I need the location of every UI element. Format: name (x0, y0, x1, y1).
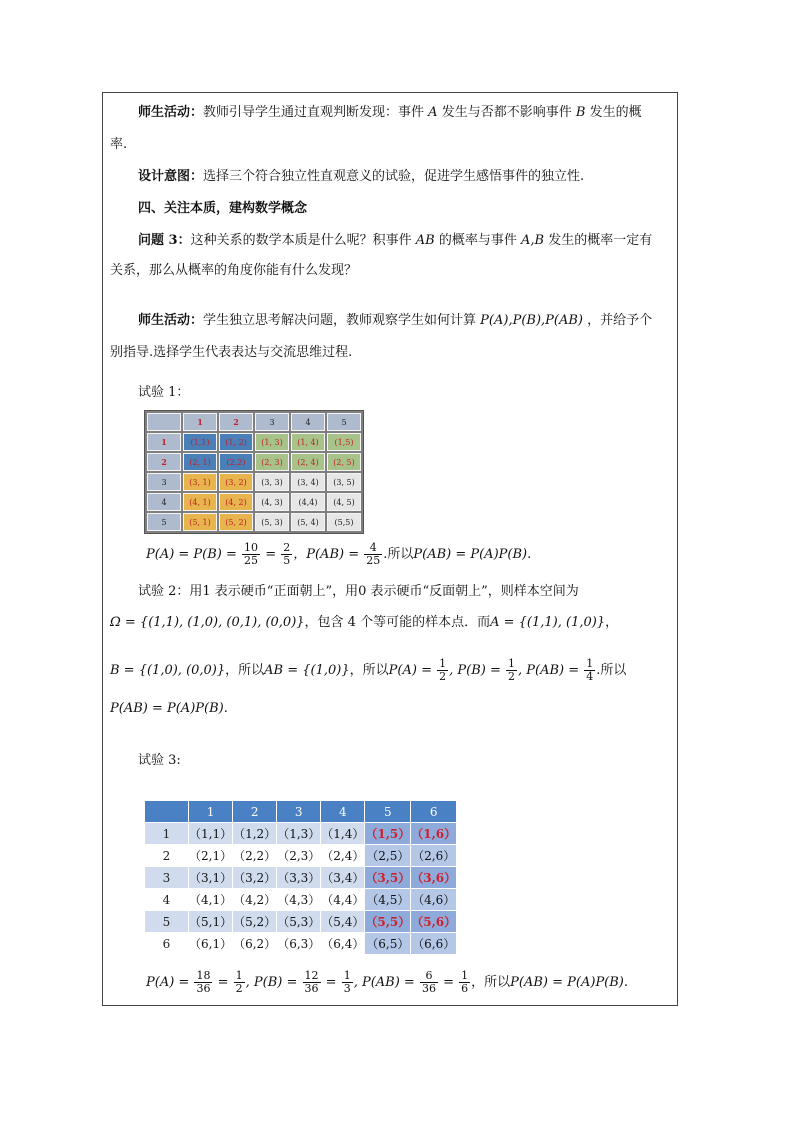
col-header: 5 (327, 413, 361, 431)
text: ，包含 4 个等可能的样本点．而 (304, 615, 491, 630)
text: ，所以 (349, 663, 389, 678)
numerator: 1 (235, 969, 243, 982)
denominator: 36 (421, 982, 436, 995)
denominator: 2 (507, 670, 515, 683)
set-b: B = {(1,0), (0,0)} (110, 663, 226, 678)
table-cell: (5,5) (327, 513, 361, 531)
numerator: 2 (283, 541, 291, 554)
label-teacher-activity: 师生活动： (138, 313, 204, 328)
col-header: 3 (255, 413, 289, 431)
table-cell: （5,1） (189, 911, 232, 932)
trial-3-label: 试验 3: (138, 753, 181, 768)
denominator: 36 (304, 982, 319, 995)
denominator: 25 (244, 554, 259, 567)
event-a: A (428, 105, 438, 120)
label-design-intent: 设计意图： (138, 169, 204, 184)
label-question-3: 问题 3： (138, 233, 191, 248)
col-header: 4 (321, 801, 364, 822)
text: 发生与否都不影响事件 (441, 105, 572, 120)
table-cell: （3,3） (277, 867, 320, 888)
fraction (303, 970, 321, 995)
table-cell: (5, 3) (255, 513, 289, 531)
denominator: 4 (586, 670, 594, 683)
trial-3-formula (146, 968, 628, 998)
numerator: 4 (364, 542, 382, 555)
formula-text: ，P(AB) = (293, 547, 360, 562)
formula-text: P(A) = (388, 663, 432, 678)
table-row (145, 867, 456, 888)
table-cell: （2,2） (233, 845, 276, 866)
table-row (145, 845, 456, 866)
fraction (584, 658, 595, 683)
label-teacher-activity: 师生活动： (138, 105, 204, 120)
col-header: 5 (365, 801, 410, 822)
table-cell: （2,6） (411, 845, 456, 866)
table-cell: （1,3） (277, 823, 320, 844)
fraction (194, 970, 212, 995)
table-cell: （4,5） (365, 889, 410, 910)
trial-3-table (144, 800, 457, 955)
events-a-b: A,B (520, 233, 545, 248)
table-cell: （6,1） (189, 933, 232, 954)
table-cell: （4,4） (321, 889, 364, 910)
table-cell: (3, 5) (327, 473, 361, 491)
trial-2-line-3 (110, 656, 626, 686)
col-header: 4 (291, 413, 325, 431)
question-3-continuation: 关系，那么从概率的角度你能有什么发现？ (110, 263, 358, 278)
formula-text: = (265, 547, 277, 562)
denominator: 2 (439, 670, 447, 683)
table-cell: （6,3） (277, 933, 320, 954)
formula-text: , P(B) = (245, 975, 298, 990)
trial-1-formula (146, 540, 531, 570)
table-cell: （1,5） (365, 823, 410, 844)
row-header: 3 (145, 867, 188, 888)
event-ab: AB (415, 233, 435, 248)
table-row (147, 513, 361, 531)
table-corner (147, 413, 181, 431)
fraction (420, 970, 438, 995)
text: 发生的概率一定有 (548, 233, 653, 248)
table-row (147, 493, 361, 511)
table-cell: （2,5） (365, 845, 410, 866)
table-cell: (2,2) (219, 453, 253, 471)
formula-text: = (325, 975, 337, 990)
trial-1-table (144, 410, 364, 534)
fraction (242, 542, 260, 567)
col-header (145, 801, 188, 822)
section-title: 四、关注本质，建构数学概念 (138, 201, 308, 216)
numerator: 12 (304, 969, 319, 982)
text: ，并给予个 (587, 313, 653, 328)
formula-text: P(AB) = P(A)P(B). (510, 975, 629, 990)
table-row (145, 889, 456, 910)
numerator: 1 (343, 969, 351, 982)
row-header: 4 (145, 889, 188, 910)
row-header: 5 (145, 911, 188, 932)
text: 这种关系的数学本质是什么呢？积事件 (190, 233, 412, 248)
numerator: 1 (439, 657, 447, 670)
numerator: 1 (586, 657, 594, 670)
paragraph-teacher-activity-2 (138, 312, 652, 330)
col-header: 2 (219, 413, 253, 431)
table-cell: (1,1) (183, 433, 217, 451)
denominator: 6 (461, 982, 469, 995)
text: 的概率与事件 (438, 233, 517, 248)
table-cell: （6,6） (411, 933, 456, 954)
paragraph-continuation: 别指导.选择学生代表表达与交流思维过程. (110, 345, 353, 360)
col-header: 1 (189, 801, 232, 822)
table-cell: （6,5） (365, 933, 410, 954)
formula-text: .所以 (383, 547, 414, 562)
row-header: 6 (145, 933, 188, 954)
table-cell: （3,4） (321, 867, 364, 888)
table-cell: (1, 3) (255, 433, 289, 451)
formula-text: = (217, 975, 229, 990)
text: 教师引导学生通过直观判断发现：事件 (203, 105, 425, 120)
table-cell: (4, 5) (327, 493, 361, 511)
table-header-row (147, 413, 361, 431)
table-cell: (3, 4) (291, 473, 325, 491)
table-cell: （6,4） (321, 933, 364, 954)
table-cell: （2,1） (189, 845, 232, 866)
row-header: 3 (147, 473, 181, 491)
formula-text: P(AB) = P(A)P(B). (413, 547, 532, 562)
table-cell: （6,2） (233, 933, 276, 954)
denominator: 25 (366, 554, 381, 567)
numerator: 1 (461, 969, 469, 982)
numerator: 10 (244, 541, 259, 554)
table-cell: (4, 1) (183, 493, 217, 511)
table-cell: (3, 3) (255, 473, 289, 491)
table-cell: （1,6） (411, 823, 456, 844)
table-cell: （5,4） (321, 911, 364, 932)
fraction (364, 542, 382, 567)
row-header: 5 (147, 513, 181, 531)
text: 学生独立思考解决问题，教师观察学生如何计算 (203, 313, 477, 328)
formula-text: , P(AB) = (517, 663, 580, 678)
table-cell: (2, 4) (291, 453, 325, 471)
text: 发生的概 (589, 105, 642, 120)
table-row (147, 433, 361, 451)
trial-2-line-2 (110, 614, 618, 632)
table-cell: (2, 5) (327, 453, 361, 471)
text: .所以 (596, 663, 627, 678)
table-cell: （3,2） (233, 867, 276, 888)
paragraph-design-intent (138, 168, 584, 186)
table-cell: (4, 2) (219, 493, 253, 511)
table-row (145, 911, 456, 932)
table-cell: （4,2） (233, 889, 276, 910)
table-cell: （4,1） (189, 889, 232, 910)
trial-2-result: P(AB) = P(A)P(B). (110, 701, 228, 716)
text: ， (605, 615, 619, 630)
table-cell: (5, 4) (291, 513, 325, 531)
table-cell: （5,2） (233, 911, 276, 932)
col-header: 3 (277, 801, 320, 822)
fraction (459, 970, 470, 995)
table-cell: （3,6） (411, 867, 456, 888)
paragraph-continuation: 率. (110, 137, 128, 152)
table-cell: （5,3） (277, 911, 320, 932)
denominator: 3 (343, 982, 351, 995)
table-row (147, 473, 361, 491)
event-b: B (575, 105, 586, 120)
row-header: 1 (147, 433, 181, 451)
fraction (342, 970, 353, 995)
trial-1-label: 试验 1： (138, 385, 190, 400)
paragraph-teacher-activity-1 (138, 104, 642, 122)
table-cell: (4, 3) (255, 493, 289, 511)
denominator: 2 (235, 982, 243, 995)
table-cell: （4,6） (411, 889, 456, 910)
col-header: 6 (411, 801, 456, 822)
row-header: 2 (145, 845, 188, 866)
table-cell: （1,2） (233, 823, 276, 844)
table-row (145, 823, 456, 844)
formula-text: P(A) = P(B) = (146, 547, 237, 562)
table-cell: （4,3） (277, 889, 320, 910)
table-cell: (4,4) (291, 493, 325, 511)
denominator: 5 (283, 554, 291, 567)
table-cell: (5, 2) (219, 513, 253, 531)
fraction (281, 542, 292, 567)
table-cell: （1,1） (189, 823, 232, 844)
row-header: 4 (147, 493, 181, 511)
table-cell: （5,5） (365, 911, 410, 932)
row-header: 1 (145, 823, 188, 844)
table-cell: (2, 3) (255, 453, 289, 471)
fraction (234, 970, 245, 995)
table-cell: （5,6） (411, 911, 456, 932)
table-cell: （3,1） (189, 867, 232, 888)
table-cell: (3, 1) (183, 473, 217, 491)
table-cell: （3,5） (365, 867, 410, 888)
formula-text: P(A) = (146, 975, 190, 990)
table-header-row (145, 801, 456, 822)
set-a: A = {(1,1), (1,0)} (490, 615, 606, 630)
formula-text: , P(AB) = (353, 975, 415, 990)
table-row (147, 453, 361, 471)
col-header: 2 (233, 801, 276, 822)
trial-2-line-1: 试验 2：用1 表示硬币“正面朝上”，用0 表示硬币“反面朝上”，则样本空间为 (138, 584, 579, 599)
numerator: 6 (420, 970, 438, 983)
table-cell: (1, 2) (219, 433, 253, 451)
text: 选择三个符合独立性直观意义的试验，促进学生感悟事件的独立性. (203, 169, 585, 184)
table-cell: （2,3） (277, 845, 320, 866)
row-header: 2 (147, 453, 181, 471)
table-cell: (1, 4) (291, 433, 325, 451)
table-cell: （2,4） (321, 845, 364, 866)
formula-text: , P(B) = (449, 663, 501, 678)
fraction (506, 658, 517, 683)
question-3 (138, 232, 652, 250)
denominator: 36 (196, 982, 211, 995)
probabilities: P(A),P(B),P(AB) (480, 313, 583, 328)
formula-text: = (443, 975, 455, 990)
sample-space: Ω = {(1,1), (1,0), (0,1), (0,0)} (110, 615, 305, 630)
numerator: 18 (196, 969, 211, 982)
table-cell: (2, 1) (183, 453, 217, 471)
table-cell: （1,4） (321, 823, 364, 844)
table-cell: (5, 1) (183, 513, 217, 531)
numerator: 1 (507, 657, 515, 670)
table-row (145, 933, 456, 954)
table-cell: (1,5) (327, 433, 361, 451)
text: ，所以 (225, 663, 265, 678)
table-cell: (3, 2) (219, 473, 253, 491)
formula-text: ，所以 (471, 975, 511, 990)
fraction (437, 658, 448, 683)
col-header: 1 (183, 413, 217, 431)
set-ab: AB = {(1,0)} (264, 663, 350, 678)
